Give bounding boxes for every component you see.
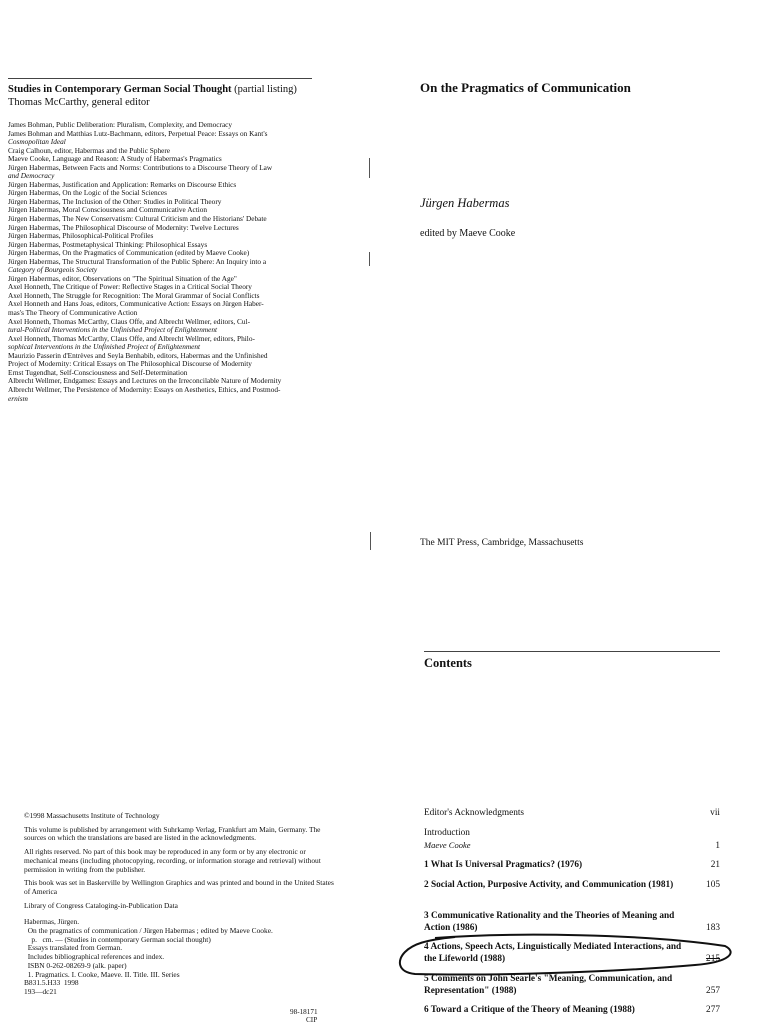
contents-top-rule	[424, 651, 720, 652]
toc-entry-page: vii	[710, 808, 720, 818]
toc-entry-subtitle: Maeve Cooke	[424, 839, 471, 850]
author-name: Jürgen Habermas	[420, 196, 510, 210]
toc-entry	[424, 828, 720, 851]
toc-entry	[424, 860, 720, 872]
series-item: Axel Honneth, Thomas McCarthy, Claus Offe, and Albrecht Wellmer, editors, Philo-	[8, 333, 255, 343]
cip-line: B831.5.H33 1998	[24, 978, 79, 988]
series-item: Jürgen Habermas, The Structural Transformation of the Public Sphere: An Inquiry into a	[8, 256, 267, 266]
series-item: Jürgen Habermas, Between Facts and Norms: Contributions to a Discourse Theory of Law	[8, 162, 273, 172]
publisher-line: The MIT Press, Cambridge, Massachusetts	[420, 538, 584, 548]
handdrawn-circle-annotation	[395, 932, 735, 980]
series-item: Jürgen Habermas, editor, Observations on "The Spiritual Situation of the Age"	[8, 273, 237, 283]
toc-entry	[424, 880, 720, 892]
series-item: and Democracy	[8, 171, 55, 181]
series-item: Jürgen Habermas, Postmetaphysical Thinking: Philosophical Essays	[8, 239, 208, 249]
series-top-rule	[8, 78, 312, 79]
series-item: Cosmopolitan Ideal	[8, 137, 66, 147]
toc-entry-title: 1 What Is Universal Pragmatics? (1976)	[424, 860, 583, 870]
series-item: Axel Honneth and Hans Joas, editors, Communicative Action: Essays on Jürgen Haber-	[8, 299, 264, 309]
series-item: Axel Honneth, Thomas McCarthy, Claus Offe, and Albrecht Wellmer, editors, Cul-	[8, 316, 251, 326]
cip-line: Includes bibliographical references and index.	[24, 952, 165, 962]
series-item: Ernst Tugendhat, Self-Consciousness and Self-Determination	[8, 367, 188, 377]
series-item: Axel Honneth, The Struggle for Recognition: The Moral Grammar of Social Conflicts	[8, 290, 260, 300]
toc-entry-title: 6 Toward a Critique of the Theory of Meaning (1988)	[424, 1005, 635, 1015]
series-item: Maeve Cooke, Language and Reason: A Study of Habermas's Pragmatics	[8, 154, 222, 164]
series-item: Project of Modernity: Critical Essays on The Philosophical Discourse of Modernity	[8, 359, 252, 369]
toc-entry-title: Introduction	[424, 828, 470, 838]
toc-entry-title: 2 Social Action, Purposive Activity, and Communication (1981)	[424, 880, 674, 890]
toc-entry-page: 1	[715, 841, 720, 851]
series-editor: Thomas McCarthy, general editor	[8, 97, 150, 108]
cip-number: 98-18171	[290, 1008, 318, 1016]
contents-heading: Contents	[424, 656, 472, 670]
series-item: Category of Bourgeois Society	[8, 265, 98, 275]
series-item: Axel Honneth, The Critique of Power: Reflective Stages in a Critical Social Theory	[8, 282, 252, 292]
copyright-paragraph: ©1998 Massachusetts Institute of Technology	[24, 811, 160, 820]
series-item: sophical Interventions in the Unfinished Project of Enlightenment	[8, 342, 201, 352]
toc-entry-page: 183	[706, 923, 720, 933]
toc-entry	[424, 808, 720, 820]
series-item: James Bohman, Public Deliberation: Pluralism, Complexity, and Democracy	[8, 120, 233, 129]
series-item: Jürgen Habermas, The Inclusion of the Other: Studies in Political Theory	[8, 196, 222, 206]
series-item: mas's The Theory of Communicative Action	[8, 308, 138, 318]
toc-entry	[424, 911, 720, 934]
series-item: Albrecht Wellmer, Endgames: Essays and Lectures on the Irreconcilable Nature of Modernity	[8, 376, 282, 386]
series-item: Jürgen Habermas, Justification and Application: Remarks on Discourse Ethics	[8, 179, 237, 189]
toc-entry-page: 215	[706, 954, 720, 964]
cip-line: ISBN 0-262-08269-9 (alk. paper)	[24, 960, 127, 970]
series-item: Jürgen Habermas, Moral Consciousness and Communicative Action	[8, 205, 208, 215]
toc-entry-title: 5 Comments on John Searle's "Meaning, Communication, and Representation" (1988)	[424, 974, 673, 996]
toc-entry	[424, 1005, 720, 1017]
toc-entry-page: 257	[706, 986, 720, 996]
toc-entry-page: 277	[706, 1005, 720, 1015]
scan-mark	[369, 252, 370, 266]
cip-line: On the pragmatics of communication / Jürgen Habermas ; edited by Maeve Cooke.	[24, 926, 273, 936]
cip-code	[290, 1008, 318, 1024]
cip-line: p. cm. — (Studies in contemporary German social thought)	[24, 934, 211, 944]
toc-entry-page: 105	[706, 880, 720, 890]
toc-entry-title: Editor's Acknowledgments	[424, 808, 525, 818]
series-item: James Bohman and Matthias Lutz-Bachmann, editors, Perpetual Peace: Essays on Kant's	[8, 128, 268, 138]
series-item: Jürgen Habermas, Philosophical-Political Profiles	[8, 231, 154, 241]
scan-mark	[370, 532, 371, 550]
series-title	[8, 84, 297, 95]
series-item: Jürgen Habermas, On the Logic of the Social Sciences	[8, 188, 167, 198]
toc-entry-page: 21	[710, 860, 720, 870]
series-item: Jürgen Habermas, The New Conservatism: Cultural Criticism and the Historians' Debate	[8, 214, 267, 224]
cip-line: 193—dc21	[24, 986, 57, 996]
toc-entry-title: 3 Communicative Rationality and the Theories of Meaning and Action (1986)	[424, 911, 675, 933]
copyright-paragraph: All rights reserved. No part of this book may be reproduced in any form or by any electronic or mechanical means (including photocopying, recording, or information storage and retrieval) without permission in writing from the publisher.	[24, 847, 321, 874]
scan-mark	[369, 158, 370, 178]
series-list	[8, 121, 320, 403]
editor-credit: edited by Maeve Cooke	[420, 228, 516, 239]
series-item: Albrecht Wellmer, The Persistence of Modernity: Essays on Aesthetics, Ethics, and Postmod-	[8, 384, 281, 394]
series-item: Jürgen Habermas, On the Pragmatics of Communication (edited by Maeve Cooke)	[8, 248, 250, 258]
series-title-bold: Studies in Contemporary German Social Thought	[8, 84, 232, 95]
copyright-paragraph: Library of Congress Cataloging-in-Publication Data	[24, 900, 178, 910]
cip-line: Essays translated from German.	[24, 943, 123, 953]
cip-line: Habermas, Jürgen.	[24, 917, 80, 927]
series-item: Jürgen Habermas, The Philosophical Discourse of Modernity: Twelve Lectures	[8, 222, 239, 232]
copyright-paragraph: This volume is published by arrangement with Suhrkamp Verlag, Frankfurt am Main, Germany. The sources on which the translations are based are listed in the acknowledgments.	[24, 824, 321, 843]
series-item: Maurizio Passerin d'Entrèves and Seyla Benhabib, editors, Habermas and the Unfinished	[8, 350, 268, 360]
cip-label: CIP	[306, 1016, 318, 1024]
series-title-suffix: (partial listing)	[231, 84, 297, 95]
series-item: Craig Calhoun, editor, Habermas and the Public Sphere	[8, 145, 171, 155]
copyright-block	[24, 812, 334, 997]
series-item: tural-Political Interventions in the Unfinished Project of Enlightenment	[8, 325, 218, 335]
toc-entry-title: 4 Actions, Speech Acts, Linguistically Mediated Interactions, and the Lifeworld (1988)	[424, 942, 682, 964]
series-item: ernism	[8, 393, 28, 403]
copyright-paragraph: This book was set in Baskerville by Wellington Graphics and was printed and bound in the United States of America	[24, 878, 334, 896]
cip-line: 1. Pragmatics. I. Cooke, Maeve. II. Title. III. Series	[24, 969, 180, 979]
book-title: On the Pragmatics of Communication	[420, 80, 631, 95]
